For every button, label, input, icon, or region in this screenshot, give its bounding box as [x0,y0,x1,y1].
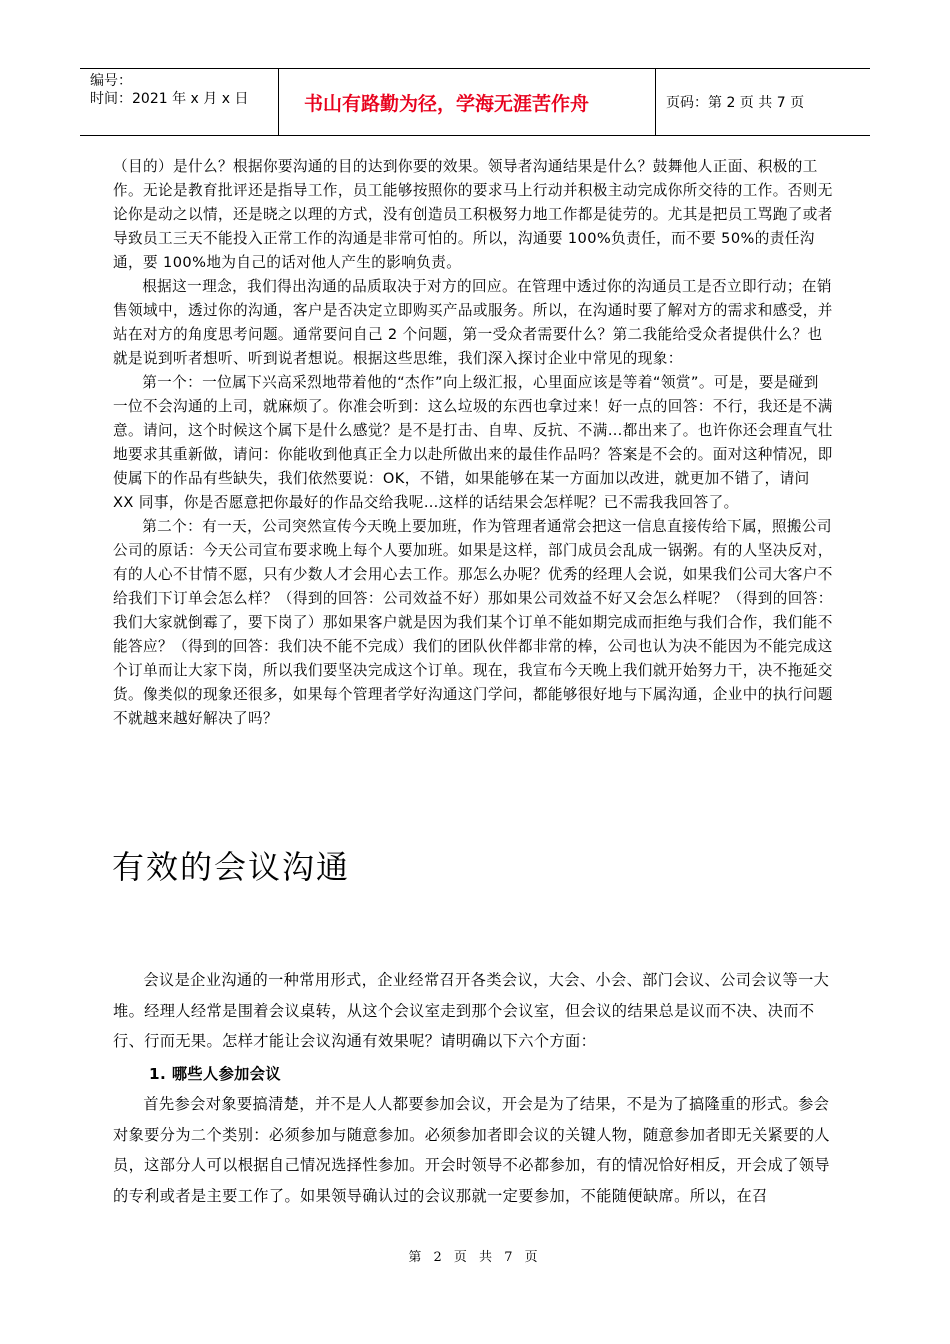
page-footer: 第 2 页 共 7 页 [408,1250,542,1265]
body-paragraph: （目的）是什么？根据你要沟通的目的达到你要的效果。领导者沟通结果是什么？鼓舞他人正面、积极的工作。无论是教育批评还是指导工作，员工能够按照你的要求马上行动并积极主动完成你所交待的工作。否则无论你是动之以情，还是晓之以理的方式，没有创造员工积极努力地工作都是徒劳的。尤其是把员工骂跑了或者导致员工三天不能投入正常工作的沟通是非常可怕的。所以，沟通要 100%负责任，而不要 50%的责任沟通，要 100%地为自己的话对他人产生的影响负责。 [113,158,833,271]
body-paragraph: 第一个：一位属下兴高采烈地带着他的“杰作”向上级汇报，心里面应该是等着“领赏”。可是，要是碰到一位不会沟通的上司，就麻烦了。你准会听到：这么垃圾的东西也拿过来！好一点的回答：不行，我还是不满意。请问，这个时候这个属下是什么感觉？是不是打击、自卑、反抗、不满…都出来了。也许你还会理直气壮地要求其重新做，请问：你能收到他真正全力以赴所做出来的最佳作品吗？答案是不会的。面对这种情况，即使属下的作品有些缺失，我们依然要说：OK，不错，如果能够在某一方面加以改进，就更加不错了，请问 XX 同事，你是否愿意把你最好的作品交给我呢…这样的话结果会怎样呢？已不需我我回答了。 [113,374,833,511]
subsection-text: 首先参会对象要搞清楚，并不是人人都要参加会议，开会是为了结果，不是为了搞隆重的形式。参会对象要分为二个类别：必须参加与随意参加。必须参加者即会议的关键人物，随意参加者即无关紧要的人员，这部分人可以根据自己情况选择性参加。开会时领导不必都参加，有的情况恰好相反，开会成了领导的专利或者是主要工作了。如果领导确认过的会议那就一定要参加，不能随便缺席。所以，在召 [113,1095,831,1205]
section-intro: 会议是企业沟通的一种常用形式，企业经常召开各类会议，大会、小会、部门会议、公司会议等一大堆。经理人经常是围着会议桌转，从这个会议室走到那个会议室，但会议的结果总是议而不决、决而不行、行而无果。怎样才能让会议沟通有效果呢？请明确以下六个方面： [113,971,830,1050]
body-paragraph: 第二个：有一天，公司突然宣传今天晚上要加班，作为管理者通常会把这一信息直接传给下属，照搬公司公司的原话：今天公司宣布要求晚上每个人要加班。如果是这样，部门成员会乱成一锅粥。有的人坚决反对，有的人心不甘情不愿，只有少数人才会用心去工作。那怎么办呢？优秀的经理人会说，如果我们公司大客户不给我们下订单会怎么样？（得到的回答：公司效益不好）那如果公司效益不好又会怎么样呢？（得到的回答：我们大家就倒霉了，要下岗了）那如果客户就是因为我们某个订单不能如期完成而拒绝与我们合作，我们能不能答应？（得到的回答：我们决不能不完成）我们的团队伙伴都非常的棒，公司也认为决不能因为不能完成这个订单而让大家下岗，所以我们要坚决完成这个订单。现在，我宣布今天晚上我们就开始努力干，决不拖延交货。像类似的现象还很多，如果每个管理者学好沟通这门学问，都能够很好地与下属沟通，企业中的执行问题不就越来越好解决了吗？ [113,518,833,727]
header-meta [80,69,279,135]
body-paragraph: 根据这一理念，我们得出沟通的品质取决于对方的回应。在管理中透过你的沟通员工是否立即行动；在销售领域中，透过你的沟通，客户是否决定立即购买产品或服务。所以，在沟通时要了解对方的需求和感受，并站在对方的角度思考问题。通常要问自己 2 个问题，第一受众者需要什么？第二我能给受众者提供什么？也就是说到听者想听、听到说者想说。根据这些思维，我们深入探讨企业中常见的现象： [113,278,833,367]
document-date: 时间：2021 年 x 月 x 日 [90,91,249,107]
document-number: 编号： [90,73,132,89]
section-title: 有效的会议沟通 [112,848,351,886]
body-text [113,155,833,731]
header-motto: 书山有路勤为径，学海无涯苦作舟 [279,69,656,135]
page-header [80,68,870,136]
subsection-title: 1. 哪些人参加会议 [149,1064,281,1083]
header-page-info: 页码：第 2 页 共 7 页 [666,95,805,111]
section-body [113,965,839,1211]
